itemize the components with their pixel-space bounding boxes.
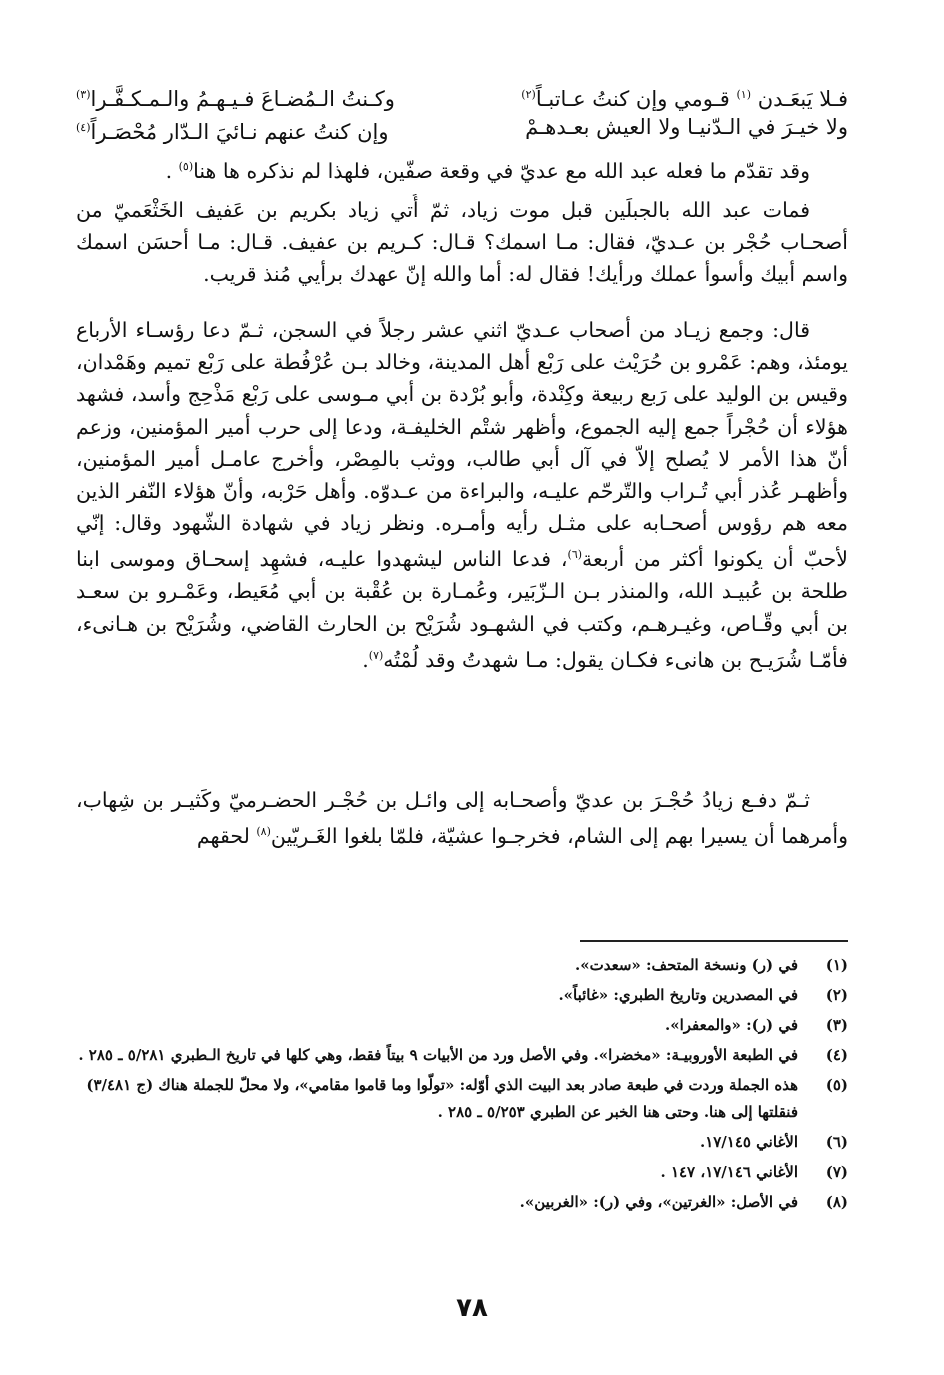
paragraph-4: [76, 784, 848, 852]
footnote-number: (٤): [825, 1046, 848, 1064]
paragraph-2: [76, 194, 848, 294]
paragraph-text: ، فدعا الناس ليشهدوا عليـه، فشهِد إسحـاق وموسى ابنا طلحة بن عُبيـد الله، والمنذر بـن الـزّبَير، وعُمـارة بن عُقْبة بن أبي مُعَيط، وعَمْـرو بن سعـد بن أبي وقّـاص، وغيـرهـم، وكتب في الشهـود شُرَيْح بن الحارث القاضي، وشُرَيْح بن هـانىء، فأمّـا شُرَيـح بن هانىء فكـان يقول: مـا شهدتُ وقد لُمْتُه: [76, 547, 848, 672]
paragraph-text: .: [165, 158, 179, 183]
hemistich-text: ولا خيـرَ في الـدّنيـا ولا العيش بعـدهـمْ: [525, 115, 848, 139]
paragraph-1: [76, 151, 848, 184]
verse-2-second-hemistich: [76, 111, 451, 144]
page-body: [76, 78, 848, 1211]
footnote-number: (٣): [825, 1016, 848, 1034]
footnote-text: في (ر) ونسخة المتحف: «سعدت».: [575, 956, 798, 974]
footnote-number: (٨): [825, 1193, 848, 1211]
paragraph-text: فمات عبد الله بالجبلَين قبل موت زياد، ثمّ أُتي زياد بكريم بن عَفيف الخَثْعَميّ من أصحـاب حُجْر بن عـديّ، فقال: مـا اسمك؟ قـال: كـريم بن عفيف. قـال: مـا أحسَن اسمك واسم أبيك وأسوأ عملك ورأيك! فقال له: أما والله إنّ عهدك برأيي مُنذ قريب.: [76, 198, 848, 287]
footnote: [76, 1159, 848, 1186]
footnote-text: في المصدرين وتاريخ الطبري: «غائباً».: [558, 986, 798, 1004]
footnote: [76, 1042, 848, 1069]
footnote: [76, 982, 848, 1009]
poem: [76, 78, 848, 144]
footnote-ref[interactable]: (٦): [567, 548, 583, 562]
footnote: [76, 1072, 848, 1126]
paragraph-text: وقد تقدّم ما فعله عبد الله مع عديّ في وقعة صفّين، فلهذا لم نذكره ها هنا: [193, 158, 810, 183]
footnote-ref[interactable]: (٨): [256, 825, 271, 839]
footnote-number: (٥): [825, 1076, 848, 1094]
paragraph-text: ثـمّ دفـع زيادُ حُجْـرَ بن عديّ وأصحـابه إلى وائـل بن حُجْـر الحضـرميّ وكَثيـر بن شِهاب، وأمرهما أن يسيرا بهم إلى الشام، فخرجـوا عشيّة، فلمّا بلغوا الغَـريّين: [76, 788, 848, 849]
footnote-ref[interactable]: (٢): [521, 88, 536, 101]
page-number: ٧٨: [456, 1293, 488, 1323]
footnote-text: الأغاني ١٧/١٤٦، ١٤٧ .: [660, 1163, 798, 1181]
hemistich-text: قـومي وإن كنتُ عـاتبـاً: [535, 87, 737, 111]
hemistich-text: فـلا يَبعَـدن: [757, 87, 848, 111]
verse-1-second-hemistich: [76, 78, 451, 111]
paragraph-text: .: [362, 647, 369, 672]
footnote: [76, 1129, 848, 1156]
footnote-text: هذه الجملة وردت في طبعة صادر بعد البيت الذي أوّله: «تولّوا وما قاموا مقامي»، ولا محلّ للجملة هناك (ج ٣/٤٨١) فنقلتها إلى هنا. وحتى هنا الخبر عن الطبري ٥/٢٥٣ ـ ٢٨٥ .: [86, 1076, 798, 1121]
footnote-ref[interactable]: (٣): [76, 88, 91, 101]
verse-2: [76, 111, 848, 144]
footnote-ref[interactable]: (٤): [76, 121, 91, 134]
hemistich-text: وإن كنتُ عنهم نـائيَ الـدّارِ مُحْصَـراً: [90, 120, 389, 144]
footnote-number: (٧): [825, 1163, 848, 1181]
footnote: [76, 1012, 848, 1039]
footnote-text: في الأصل: «الغرتين»، وفي (ر): «الغربين».: [519, 1193, 798, 1211]
verse-1-first-hemistich: [473, 78, 848, 111]
footnote-number: (٦): [825, 1133, 848, 1151]
verse-1: [76, 78, 848, 111]
footnote-ref[interactable]: (١): [736, 88, 751, 101]
paragraph-text: لحقهم: [196, 824, 257, 849]
footnote-divider: [580, 940, 848, 942]
footnote-number: (١): [825, 956, 848, 974]
footnote-text: في الطبعة الأوروبيـة: «مخضرا». وفي الأصل ورد من الأبيات ٩ بيتاً فقط، وهي كلها في تاريخ الـطبري ٥/٢٨١ ـ ٢٨٥ .: [78, 1046, 798, 1064]
paragraph-text: قال: وجمع زيـاد من أصحاب عـديّ اثني عشر رجلاً في السجن، ثـمّ دعا رؤسـاء الأرباع يومئذ، وهم: عَمْرو بن حُرَيْث على رَبْع أهل المدينة، وخالد بـن عُرْفُطة على رَبْع تميم وهَمْدان، وقيس بن الوليد على رَبع ربيعة وكِنْدة، وأبو بُرْدة بن أبي مـوسى على رَبْع مَذْحِج وأسد، فشهد هؤلاء أن حُجْراً جمع إليه الجموع، وأظهر شتْم الخليفـة، ودعا إلى حرب أمير المؤمنين، وزعم أنّ هذا الأمر لا يُصلح إلاّ في آل أبي طالب، ووثب بالمِصْر، وأخرج عامـل أمير المؤمنين، وأظهـر عُذر أبي تُـراب والتّرحّم عليـه، والبراءة من عـدوّه. وأهل حَرْبه، وأنّ هؤلاء النّفر الذين معه هم رؤوس أصحـابه على مثـل رأيه وأمـره. ونظر زياد في شهادة الشّهود وقال: إنّي لأحبّ أن يكونوا أكثر من أربعة: [76, 318, 848, 572]
footnote-ref[interactable]: (٥): [178, 160, 194, 173]
paragraph-3: [76, 314, 848, 768]
footnote: [76, 1189, 848, 1216]
footnote: [76, 952, 848, 979]
hemistich-text: وكـنتُ الـمُضـاعَ فـيـهـمُ والـمـكـفَّـرا: [90, 87, 395, 111]
footnote-number: (٢): [825, 986, 848, 1004]
footnotes: [76, 952, 848, 1219]
footnote-text: في (ر): «والمعفرا».: [665, 1016, 798, 1034]
footnote-ref[interactable]: (٧): [368, 648, 384, 662]
verse-2-first-hemistich: [473, 111, 848, 144]
footnote-text: الأغاني ١٧/١٤٥.: [699, 1133, 798, 1151]
